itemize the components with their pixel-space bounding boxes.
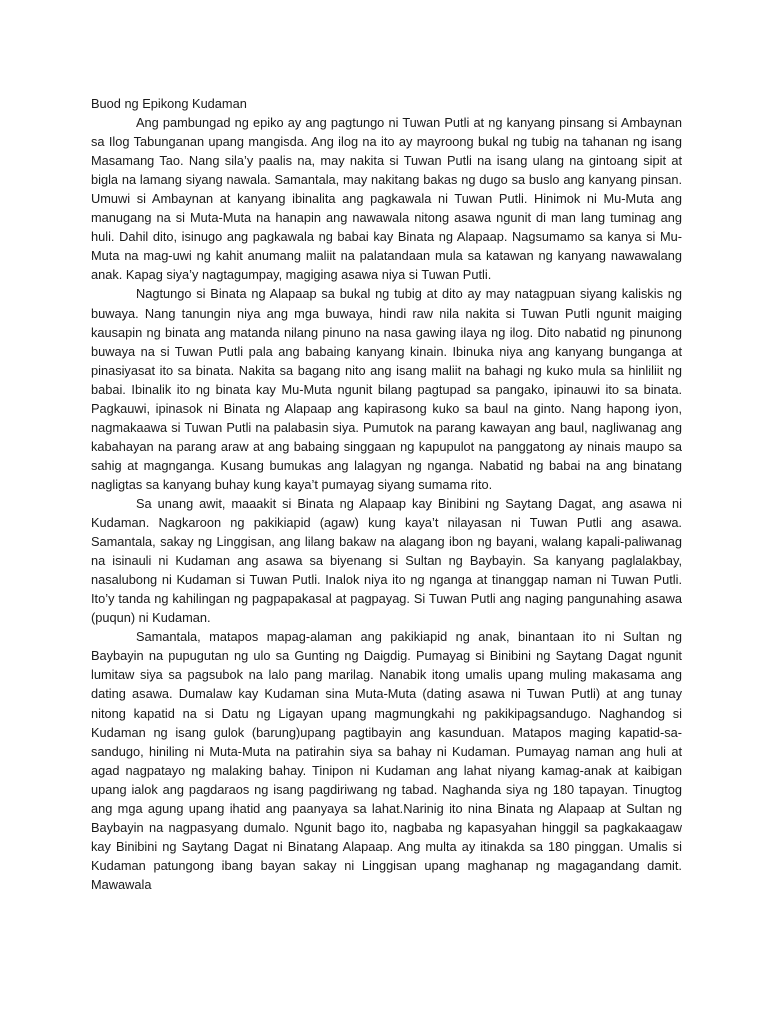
paragraph-2: Nagtungo si Binata ng Alapaap sa bukal ng tubig at dito ay may natagpuan siyang kaliskis ng buwaya. Nang tanungin niya ang mga buwaya, hindi raw nila nakita si Tuwan Putli ngunit maiging kausapin ng binata ang matanda nilang pinuno na nasa gawing ilaya ng ilog. Dito nabatid ng pinunong buwaya na si Tuwan Putli pala ang babaing kanyang kinain. Ibinuka niya ang kanyang bunganga at pinasiyasat ito sa binata. Nakita sa bagang nito ang isang maliit na bahagi ng kuko mula sa hinliliit ng babai. Ibinalik ito ng binata kay Mu-Muta ngunit bilang pagtupad sa pangako, ipinauwi ito sa binata. Pagkauwi, ipinasok ni Binata ng Alapaap ang kapirasong kuko sa baul na ginto. Nang hapong iyon, nagmakaawa si Tuwan Putli na palabasin siya. Pumutok na parang kawayan ang baul, nagliwanag ang kabahayan na parang araw at ang babaing singgaan ng kapupulot na panggatong ay ninais maupo sa sahig at magnganga. Kusang bumukas ang lalagyan ng nganga. Nabatid ng babai na ang binatang nagligtas sa kanyang buhay kung kaya’t pumayag siyang sumama rito. <box>91 286 682 492</box>
paragraph-3: Sa unang awit, maaakit si Binata ng Alapaap kay Binibini ng Saytang Dagat, ang asawa ni Kudaman. Nagkaroon ng pakikiapid (agaw) kung kaya’t nilayasan ni Tuwan Putli ang asawa. Samantala, sakay ng Linggisan, ang lilang bakaw na alagang ibon ng bayani, walang kapali-paliwanag na isinauli ni Kudaman ang asawa sa biyenang si Sultan ng Baybayin. Sa kanyang paglalakbay, nasalubong ni Kudaman si Tuwan Putli. Inalok niya ito ng nganga at tinanggap naman ni Tuwan Putli. Ito’y tanda ng kahilingan ng pagpapakasal at pagpayag. Si Tuwan Putli ang naging pangunahing asawa (puqun) ni Kudaman. <box>91 495 682 626</box>
paragraph-4: Samantala, matapos mapag-alaman ang pakikiapid ng anak, binantaan ito ni Sultan ng Baybayin na pupugutan ng ulo sa Gunting ng Daigdig. Pumayag si Binibini ng Saytang Dagat ngunit lumitaw siya sa pagsubok na lalo pang marilag. Nanabik itong umalis upang muling makasama ang dating asawa. Dumalaw kay Kudaman sina Muta-Muta (dating asawa ni Tuwan Putli) at ang tunay nitong kapatid na si Datu ng Ligayan upang magmungkahi ng pakikipagsandugo. Naghandog si Kudaman ng isang gulok (barung)upang pagtibayin ang kasunduan. Matapos maging kapatid-sa-sandugo, hiniling ni Muta-Muta na patirahin siya sa bahay ni Kudaman. Pumayag naman ang huli at agad nagpatayo ng malaking bahay. Tinipon ni Kudaman ang lahat niyang kamag-anak at kaibigan upang ialok ang pagdaraos ng isang pagdiriwang ng tabad. Naghanda siya ng 180 tapayan. Tinugtog ang mga agung upang ihatid ang paanyaya sa lahat.Narinig ito nina Binata ng Alapaap at Sultan ng Baybayin na nagpasyang dumalo. Ngunit bago ito, nagbaba ng kapasyahan hinggil sa pagkakaagaw kay Binibini ng Saytang Dagat ni Binatang Alapaap. Ang multa ay itinakda sa 180 pinggan. Umalis si Kudaman patungong ibang bayan sakay ni Linggisan upang maghanap ng magagandang damit. Mawawala <box>91 629 682 892</box>
paragraph-1: Ang pambungad ng epiko ay ang pagtungo ni Tuwan Putli at ng kanyang pinsang si Ambaynan sa Ilog Tabunganan upang mangisda. Ang ilog na ito ay mayroong bukal ng tubig na tahanan ng isang Masamang Tao. Nang sila’y paalis na, may nakita si Tuwan Putli na isang ulang na gintoang sipit at bigla na lamang siyang nawala. Samantala, may nakitang bakas ng dugo sa buslo ang kanyang pinsan. Umuwi si Ambaynan at kanyang ibinalita ang pagkawala ni Tuwan Putli. Hinimok ni Mu-Muta ang manugang na si Muta-Muta na hanapin ang nawawala nitong asawa ngunit di man lang tuminag ang huli. Dahil dito, isinugo ang pagkawala ng babai kay Binata ng Alapaap. Nagsumamo sa kanya si Mu-Muta na mag-uwi ng kahit anumang maliit na palatandaan mula sa katawan ng kanyang nawawalang anak. Kapag siya’y nagtagumpay, magiging asawa niya si Tuwan Putli. <box>91 115 682 283</box>
document-page <box>91 94 682 894</box>
document-title: Buod ng Epikong Kudaman <box>91 96 247 111</box>
